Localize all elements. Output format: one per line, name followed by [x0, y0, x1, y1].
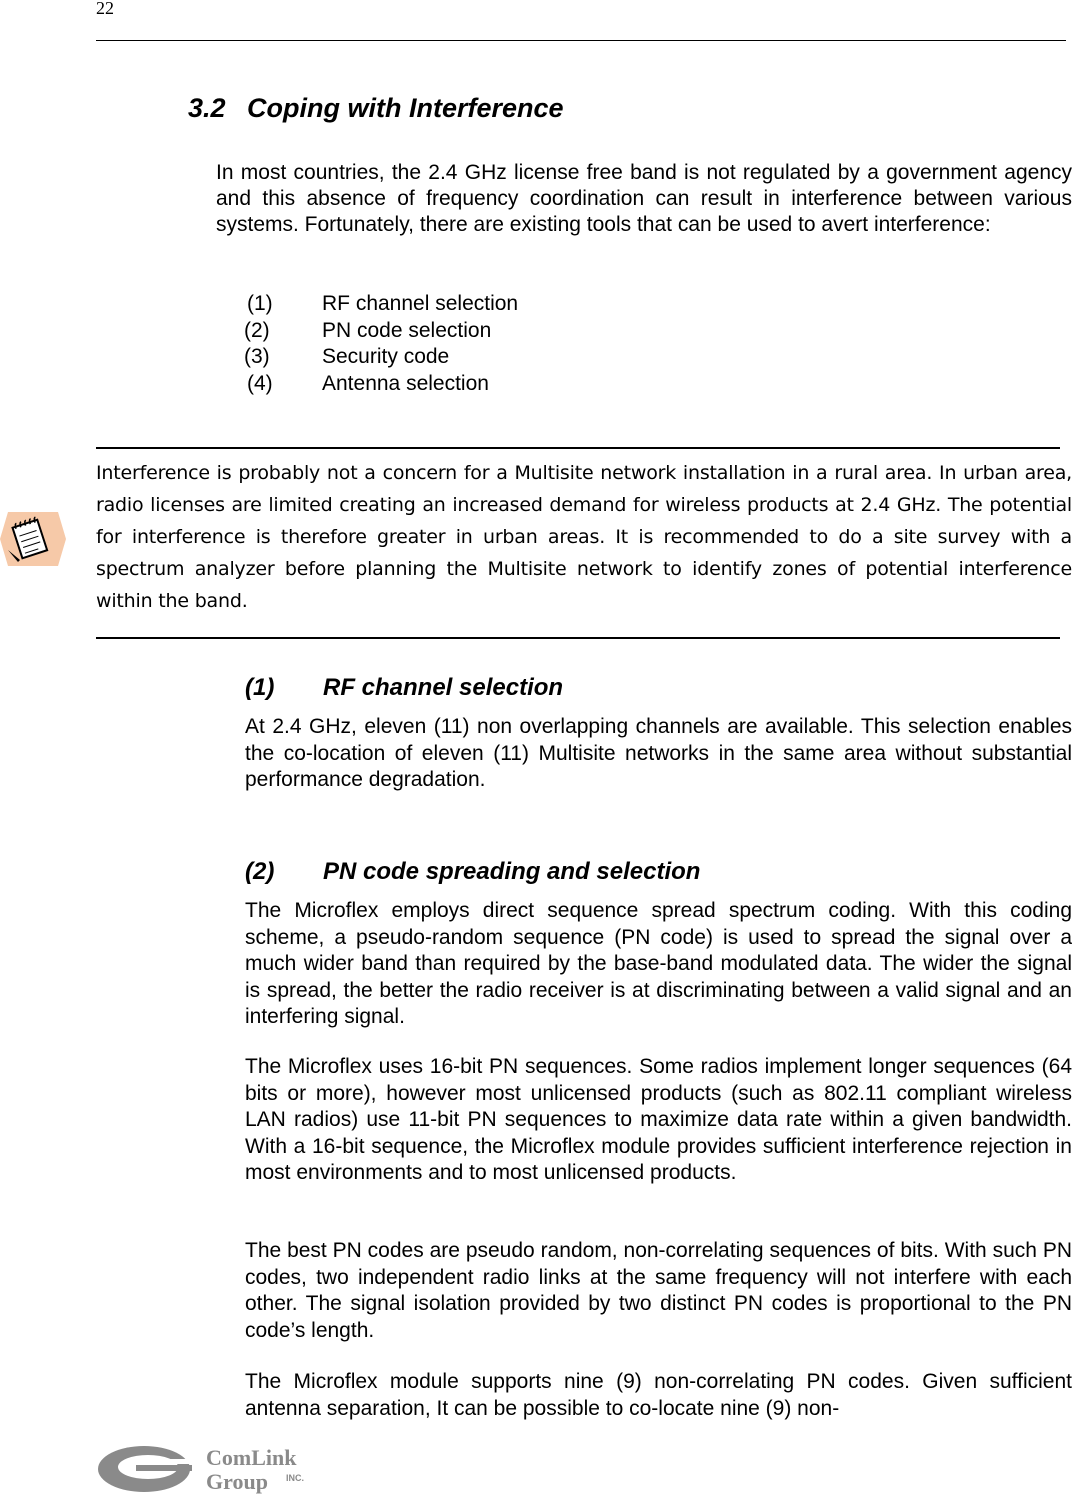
- notepad-icon: [0, 510, 66, 568]
- note-bottom-rule: [96, 637, 1060, 639]
- note-top-rule: [96, 447, 1060, 449]
- list-marker: (3): [244, 345, 270, 368]
- subsection-title: RF channel selection: [323, 674, 564, 701]
- pn-paragraph-1: The Microflex employs direct sequence spread spectrum coding. With this coding scheme, a pseudo-random sequence (PN code) is used to spread the signal over a much wider band than required by the base-band modulated data. The wider the signal is spread, the better the radio receiver is at discriminating between a valid signal and an interfering signal.: [245, 899, 1072, 1028]
- subsection-marker: (1): [245, 674, 275, 701]
- list-marker: (1): [247, 292, 273, 315]
- section-title: [188, 93, 564, 124]
- list-marker: (2): [244, 318, 270, 342]
- pn-paragraph-3: The best PN codes are pseudo random, non-correlating sequences of bits. With such PN codes, two independent radio links at the same frequency will not interfere with each other. The signal isolation provided by two distinct PN codes is proportional to the PN code’s length.: [245, 1239, 1072, 1342]
- intro-paragraph: In most countries, the 2.4 GHz license free band is not regulated by a government agency and this absence of frequency coordination can result in interference between various systems. Fortunately, there are existing tools that can be used to avert interference:: [216, 161, 1072, 236]
- comlink-group-logo: [96, 1441, 326, 1496]
- rf-paragraph: At 2.4 GHz, eleven (11) non overlapping channels are available. This selection enables the co-location of eleven (11) Multisite networks in the same area without substantial performance degradation.: [245, 715, 1072, 791]
- list-item: [244, 371, 518, 398]
- logo-line1: ComLink: [206, 1445, 297, 1470]
- pn-paragraph-2: The Microflex uses 16-bit PN sequences. Some radios implement longer sequences (64 bits or more), however most unlicensed products (such as 802.11 compliant wireless LAN radios) use 11-bit PN sequences to maximize data rate within a given bandwidth. With a 16-bit sequence, the Microflex module provides sufficient interference rejection in most environments and to most unlicensed products.: [245, 1055, 1072, 1184]
- section-title-text: Coping with Interference: [247, 93, 564, 123]
- list-marker: (4): [247, 371, 273, 395]
- page-number: 22: [96, 0, 114, 18]
- list-item: [244, 291, 518, 318]
- list-item: [244, 318, 518, 345]
- subsection-heading-rf: [245, 674, 563, 702]
- pn-paragraph-4: The Microflex module supports nine (9) non-correlating PN codes. Given sufficient antenna separation, It can be possible to co-locate nine (9) non-: [245, 1370, 1072, 1420]
- logo-suffix: INC.: [286, 1473, 304, 1483]
- note-text: Interference is probably not a concern for a Multisite network installation in a rural area. In urban area, radio licenses are limited creating an increased demand for wireless products at 2.4 GHz. The potential for interference is therefore greater in urban areas. It is recommended to do a site survey with a spectrum analyzer before planning the Multisite network to identify zones of potential interference within the band.: [96, 462, 1072, 612]
- list-item: [244, 344, 518, 371]
- list-item-label: Security code: [322, 345, 450, 368]
- tools-list: [244, 291, 518, 397]
- header-rule: [96, 40, 1066, 41]
- subsection-marker: (2): [245, 858, 275, 885]
- subsection-title: PN code spreading and selection: [323, 858, 701, 885]
- list-item-label: Antenna selection: [322, 371, 489, 395]
- list-item-label: RF channel selection: [322, 292, 519, 315]
- subsection-heading-pn: [245, 858, 700, 886]
- list-item-label: PN code selection: [322, 318, 492, 342]
- logo-line2: Group: [206, 1469, 268, 1494]
- section-number: 3.2: [188, 93, 226, 123]
